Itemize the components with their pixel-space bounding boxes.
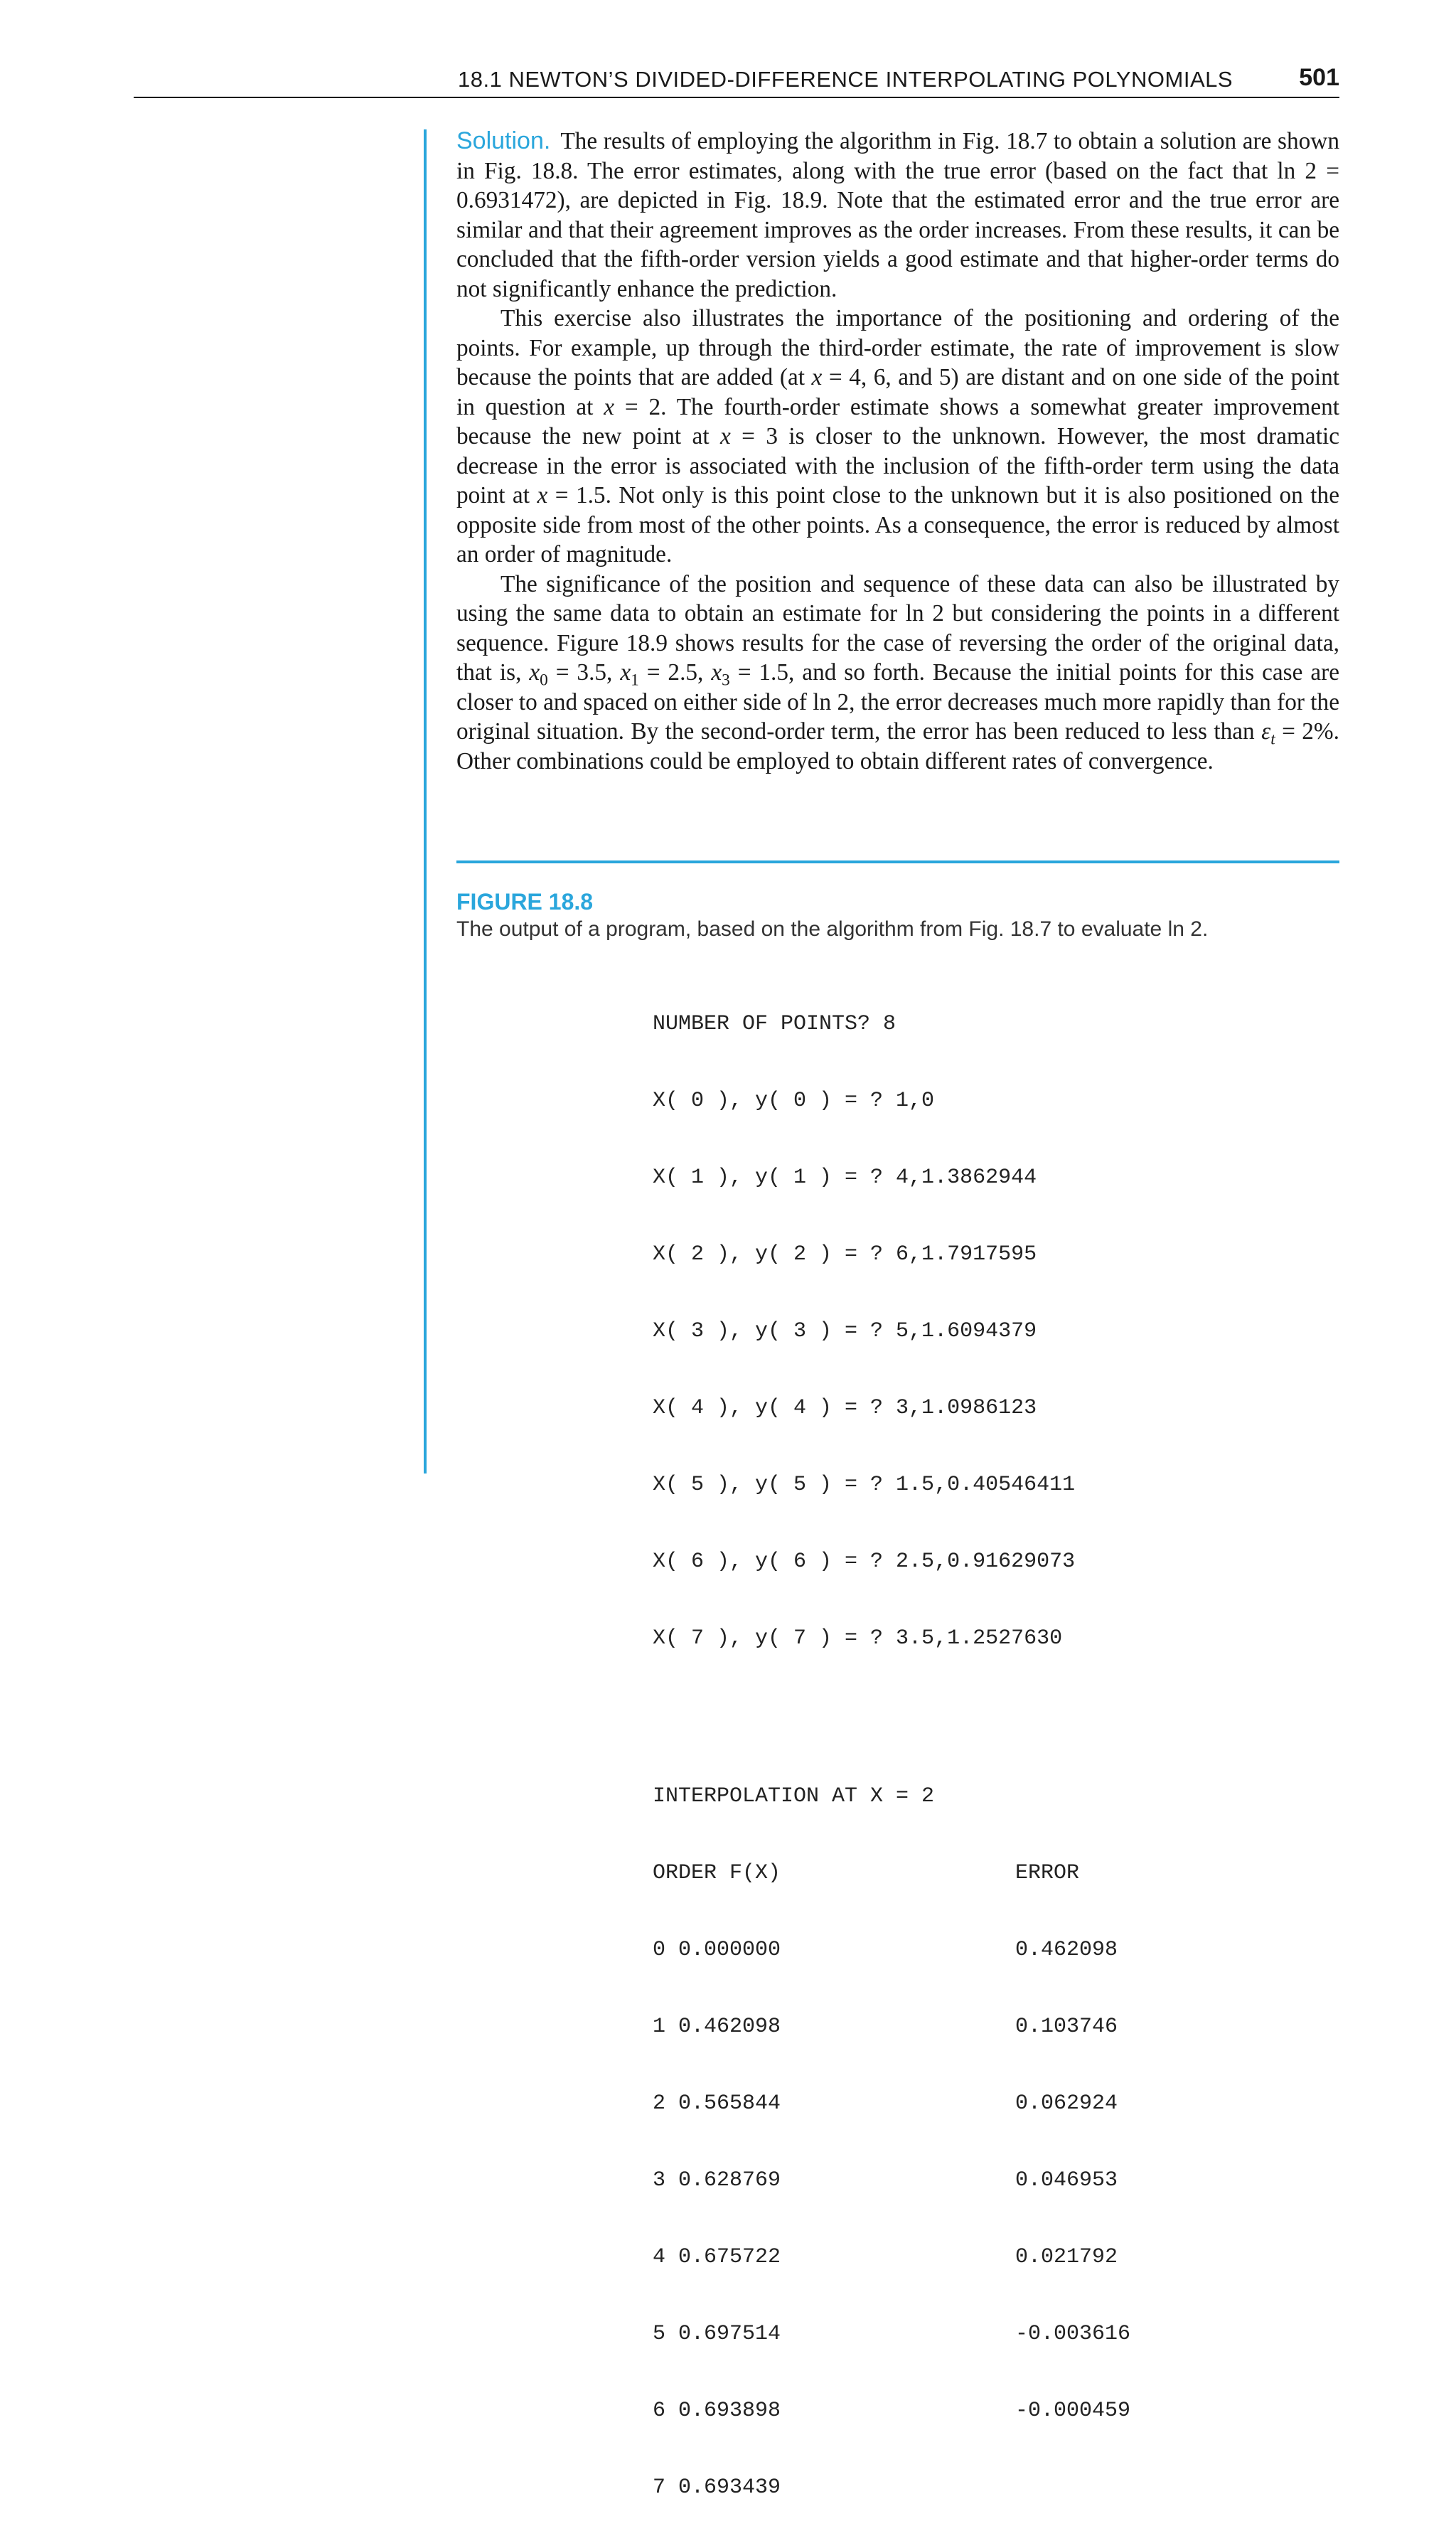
program-gap [653,1702,1130,1732]
figure-label: FIGURE 18.8 [456,889,594,915]
math-var-x: x [537,482,548,508]
paragraph-2-text-b: = 4, 6, and 5) are distant and on one side of the point in question at [456,364,1340,420]
page-number: 501 [1299,64,1339,91]
error-cell: 0.462098 [1015,1938,1118,1962]
results-row [653,2244,1130,2270]
math-subscript: 0 [540,671,548,690]
math-var-x: x [719,423,731,449]
error-header: ERROR [1015,1861,1080,1885]
order-fx-cell: 5 0.697514 [653,2322,781,2346]
order-fx-cell: 4 0.675722 [653,2245,781,2269]
order-fx-cell: 3 0.628769 [653,2168,781,2192]
results-row [653,2321,1130,2347]
error-cell: -0.003616 [1015,2322,1131,2346]
results-row [653,2475,1130,2500]
results-row [653,2168,1130,2193]
program-input-line: X( 6 ), y( 6 ) = ? 2.5,0.91629073 [653,1550,1076,1574]
program-input-line: X( 4 ), y( 4 ) = ? 3,1.0986123 [653,1396,1037,1420]
program-input-line: X( 2 ), y( 2 ) = ? 6,1.7917595 [653,1242,1037,1267]
paragraph-3-text-a: The significance of the position and sequence of these data can also be illustrated by using the same data to obtain an estimate for ln 2 but considering the points in a different sequence. Figure 18.9 shows results for the case of reversing the order of the original data, that is, [456,570,1339,686]
error-cell: 0.046953 [1015,2168,1118,2192]
program-input-line: X( 0 ), y( 0 ) = ? 1,0 [653,1089,935,1113]
paragraph-2-text-c: = 2. The fourth-order estimate shows a somewhat greater improvement because the new point at [456,393,1339,449]
error-cell: 0.062924 [1015,2091,1118,2116]
paragraph-2 [456,304,1339,570]
figure-caption: The output of a program, based on the algorithm from Fig. 18.7 to evaluate ln 2. [456,917,1209,941]
paragraph-1 [456,127,1339,304]
paragraph-1-text: The results of employing the algorithm in Fig. 18.7 to obtain a solution are shown in Fig. 18.8. The error estimates, along with the true error (based on the fact that ln 2 = 0.6931472), are depicted in Fig. 18.9. Note that the estimated error and the true error are similar and that their agreement improves as the order increases. From these results, it can be concluded that the fifth-order version yields a good estimate and that higher-order terms do not significantly enhance the prediction. [456,128,1339,302]
order-fx-cell: 7 0.693439 [653,2476,781,2500]
math-var-x: x [811,364,823,390]
error-cell: 0.103746 [1015,2015,1118,2039]
paragraph-3-text-e: = 2%. Other combinations could be employed to obtain different rates of convergence. [456,718,1339,774]
math-var-x: x [620,659,631,686]
paragraph-2-text-d: = 3 is closer to the unknown. However, the most dramatic decrease in the error is associated with the inclusion of the fifth-order term using the data point at [456,423,1339,508]
paragraph-3-text-b: = 3.5, [547,659,621,686]
math-subscript: 3 [722,671,730,690]
program-input-line: X( 5 ), y( 5 ) = ? 1.5,0.40546411 [653,1473,1076,1497]
solution-body [456,127,1339,776]
results-row [653,2398,1130,2424]
order-fx-cell: 6 0.693898 [653,2399,781,2423]
math-var-x: x [604,393,615,420]
order-fx-cell: 1 0.462098 [653,2015,781,2039]
interpolation-title: INTERPOLATION AT X = 2 [653,1784,935,1808]
results-row [653,2091,1130,2116]
results-row [653,1937,1130,1963]
solution-label: Solution. [456,127,551,154]
error-cell: 0.021792 [1015,2245,1118,2269]
math-var-epsilon: ε [1261,718,1271,745]
paragraph-2-text-e: = 1.5. Not only is this point close to the unknown but it is also positioned on the opposite side from most of the other points. As a consequence, the error is reduced by almost an order of magnitude. [456,482,1339,567]
order-fx-cell: 0 0.000000 [653,1938,781,1962]
paragraph-3 [456,570,1339,777]
order-fx-cell: 2 0.565844 [653,2091,781,2116]
math-subscript: t [1270,730,1275,749]
math-subscript: 1 [631,671,639,690]
paragraph-3-text-d: = 1.5, and so forth. Because the initial points for this case are closer to and spaced on either side of ln 2, the error decreases much more rapidly than for the original situation. By the second-order term, the error has been reduced to less than [456,659,1339,745]
program-input-line: X( 1 ), y( 1 ) = ? 4,1.3862944 [653,1166,1037,1190]
paragraph-2-text-a: This exercise also illustrates the importance of the positioning and ordering of the points. For example, up through the third-order estimate, the rate of improvement is slow because the points that are added (at [456,305,1339,390]
results-row [653,2014,1130,2040]
solution-margin-rule [424,129,427,1474]
math-var-x: x [529,659,540,686]
program-input-line: X( 3 ), y( 3 ) = ? 5,1.6094379 [653,1319,1037,1343]
program-input-line: X( 7 ), y( 7 ) = ? 3.5,1.2527630 [653,1626,1063,1651]
order-fx-header: ORDER F(X) [653,1861,781,1885]
running-title: 18.1 NEWTON’S DIVIDED-DIFFERENCE INTERPOLATING POLYNOMIALS [458,67,1233,92]
paragraph-3-text-c: = 2.5, [638,659,712,686]
figure-top-rule [456,860,1339,863]
math-var-x: x [711,659,722,686]
program-output [653,960,1130,2526]
running-header [134,63,1339,98]
results-header-row [653,1860,1130,1886]
error-cell: -0.000459 [1015,2399,1131,2423]
program-input-line: NUMBER OF POINTS? 8 [653,1012,896,1036]
